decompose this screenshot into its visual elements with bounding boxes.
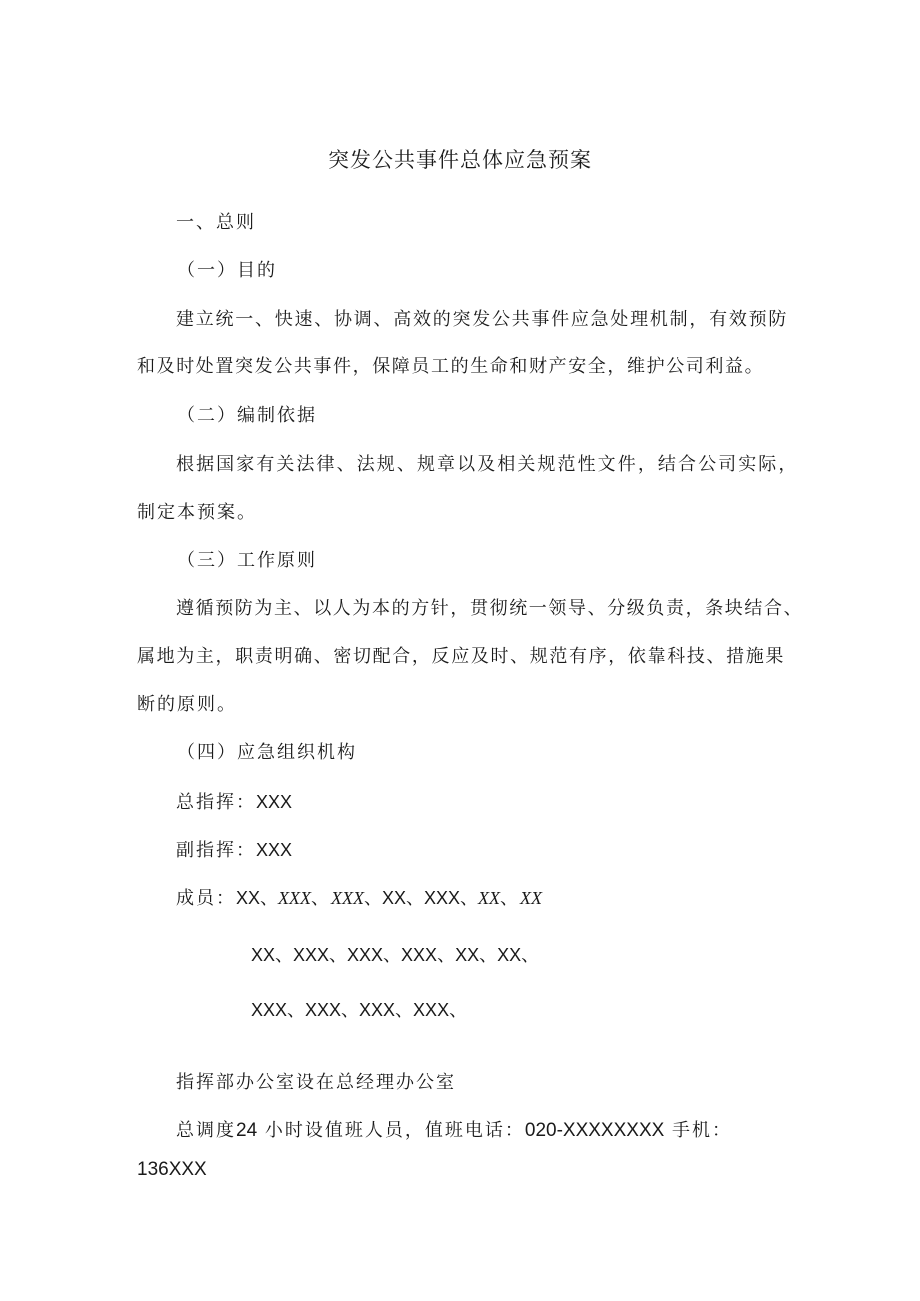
- paragraph-principles-line-2: 属地为主，职责明确、密切配合，反应及时、规范有序，依靠科技、措施果: [137, 646, 785, 667]
- members-part-a: XX、: [236, 888, 279, 908]
- members-part-b: XXX: [278, 888, 312, 908]
- members-row-3: XXX、XXX、XXX、XXX、: [251, 1000, 468, 1020]
- members-row-1: [176, 886, 542, 911]
- members-row-2: XX、XXX、XXX、XXX、XX、XX、: [251, 945, 540, 965]
- subsection-purpose: （一）目的: [177, 260, 277, 281]
- paragraph-basis-line-2: 制定本预案。: [137, 502, 257, 523]
- deputy-row: [176, 838, 292, 863]
- duty-mobile: 136XXX: [137, 1159, 207, 1180]
- members-label: 成员：: [176, 888, 236, 909]
- duty-row: [176, 1119, 732, 1143]
- members-part-d: XXX: [331, 888, 365, 908]
- commander-row: [176, 790, 292, 815]
- paragraph-purpose-line-2: 和及时处置突发公共事件，保障员工的生命和财产安全，维护公司利益。: [137, 356, 765, 377]
- section-general: 一、总则: [176, 212, 256, 233]
- members-part-g: 、: [500, 888, 521, 909]
- paragraph-purpose-line-1: 建立统一、快速、协调、高效的突发公共事件应急处理机制，有效预防: [176, 309, 788, 330]
- duty-prefix: 总调度: [176, 1120, 236, 1141]
- members-part-f: XX: [478, 888, 501, 908]
- members-part-c: 、: [311, 888, 332, 909]
- members-part-h: XX: [520, 888, 543, 908]
- document-title: 突发公共事件总体应急预案: [328, 148, 592, 172]
- subsection-basis: （二）编制依据: [177, 405, 317, 426]
- subsection-principles: （三）工作原则: [177, 550, 317, 571]
- paragraph-principles-line-3: 断的原则。: [137, 694, 237, 715]
- commander-value: XXX: [256, 792, 293, 812]
- duty-mid: 小时设值班人员，值班电话：: [264, 1120, 525, 1141]
- duty-hours: 24: [236, 1120, 258, 1141]
- duty-mobile-label: 手机：: [672, 1120, 733, 1141]
- paragraph-basis-line-1: 根据国家有关法律、法规、规章以及相关规范性文件，结合公司实际，: [176, 454, 798, 475]
- commander-label: 总指挥：: [176, 792, 256, 813]
- paragraph-principles-line-1: 遵循预防为主、以人为本的方针，贯彻统一领导、分级负责，条块结合、: [176, 598, 804, 619]
- deputy-label: 副指挥：: [176, 840, 256, 861]
- duty-phone: 020-XXXXXXXX: [524, 1120, 665, 1141]
- members-part-e: 、XX、XXX、: [364, 888, 479, 908]
- office-location: 指挥部办公室设在总经理办公室: [176, 1072, 456, 1093]
- subsection-organization: （四）应急组织机构: [177, 742, 357, 763]
- deputy-value: XXX: [256, 840, 293, 860]
